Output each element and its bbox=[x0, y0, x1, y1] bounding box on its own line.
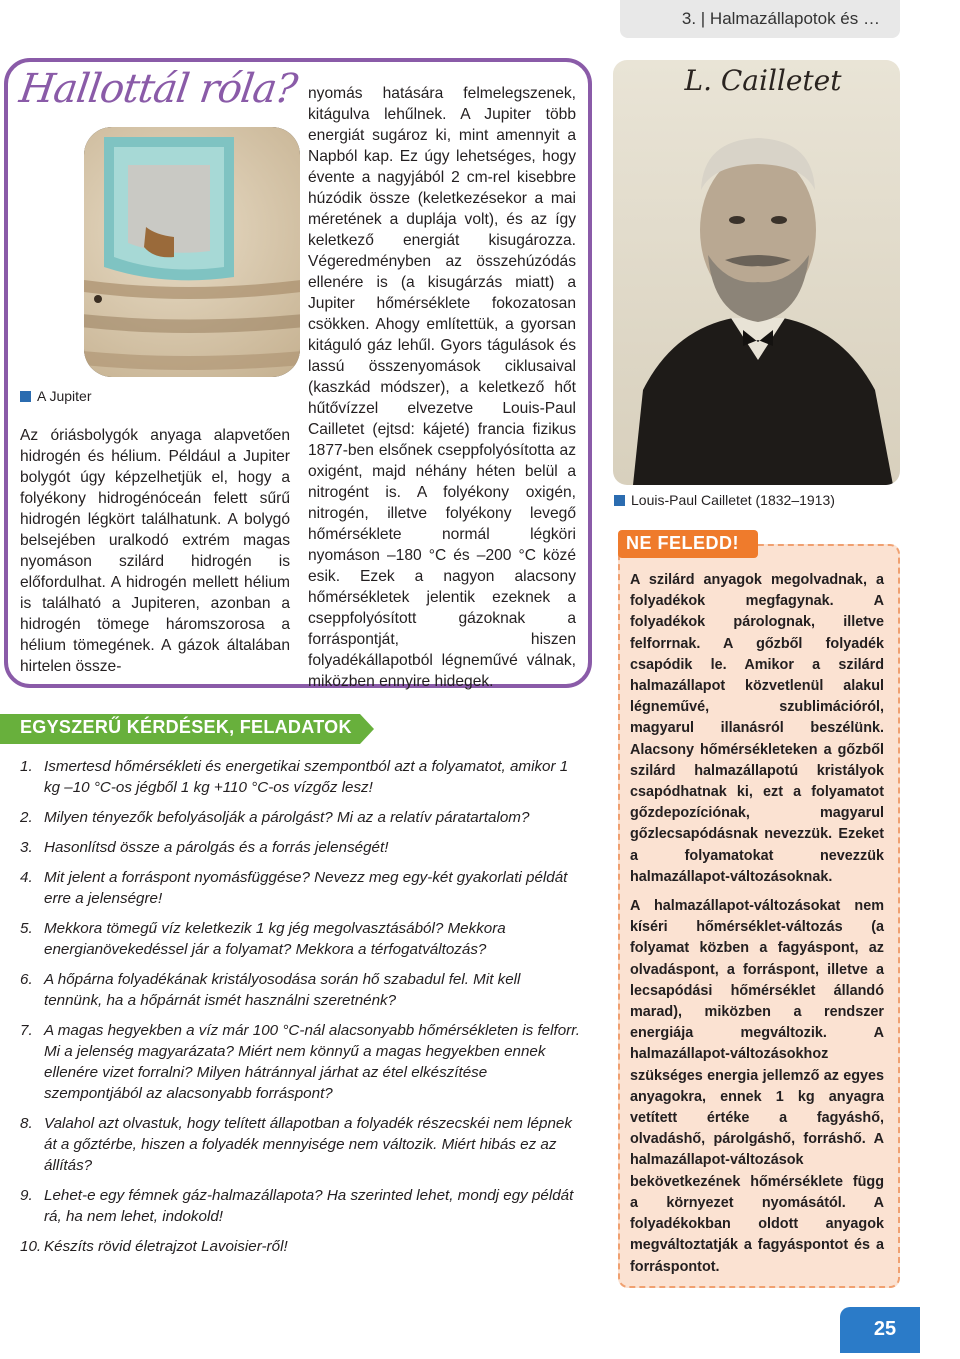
question-number: 1. bbox=[20, 758, 33, 775]
page-number: 25 bbox=[873, 1318, 897, 1340]
paragraph: Az óriásbolygók anyaga alapvetően hidrogén és hélium. Például a Jupiter bolygót úgy képzelhetjük el, hogy a folyékony hidrogénóceán felett sűrű hidrogén légkört találhatunk. A bolygó belsejében uralkodó extrém magas nyomáson szilárd hidrogén is előfordulhat. A hidrogén mellett hélium is található a Jupiteren, azonban a hidrogén tömege háromszorosa a hélium tömegének. A gázok általában hirtelen össze- bbox=[20, 427, 290, 675]
question-item bbox=[20, 1020, 580, 1104]
question-text: Lehet-e egy fémnek gáz-halmazállapota? Ha szerinted lehet, mondj egy példát rá, ha nem lehet, indokold! bbox=[44, 1187, 574, 1225]
question-item bbox=[20, 867, 580, 909]
question-number: 9. bbox=[20, 1187, 33, 1204]
portrait-caption: Louis-Paul Cailletet (1832–1913) bbox=[614, 492, 835, 508]
reminder-title: NE FELEDD! bbox=[626, 533, 739, 553]
question-text: Ismertesd hőmérsékleti és energetikai szempontból azt a folyamatot, amikor 1 kg –10 °C-os jégből 1 kg +110 °C-os vízgőz lesz! bbox=[44, 758, 569, 796]
portrait-image bbox=[613, 60, 900, 485]
question-number: 6. bbox=[20, 971, 33, 988]
text-column-2 bbox=[308, 83, 576, 692]
question-number: 7. bbox=[20, 1022, 33, 1039]
jupiter-image bbox=[84, 127, 300, 377]
question-number: 8. bbox=[20, 1115, 33, 1132]
caption-marker-icon bbox=[614, 495, 625, 506]
question-text: Készíts rövid életrajzot Lavoisier-ről! bbox=[44, 1238, 288, 1255]
question-number: 3. bbox=[20, 839, 33, 856]
chapter-header: 3. | Halmazállapotok és … bbox=[681, 9, 880, 28]
question-text: Valahol azt olvastuk, hogy telített állapotban a folyadék részecskéi nem lépnek át a gőztérbe, hiszen a folyadék mennyisége nem változik. Miért hibás ez az állítás? bbox=[44, 1115, 572, 1174]
questions-list bbox=[20, 756, 580, 1266]
question-text: A hőpárna folyadékának kristályosodása során hő szabadul fel. Mit kell tennünk, ha a hőpárnát ismét használni szeretnénk? bbox=[44, 971, 521, 1009]
question-item bbox=[20, 1236, 580, 1257]
reminder-paragraph: A szilárd anyagok megolvadnak, a folyadékok megfagynak. A folyadékok párolognak, illetve felforrnak. A gőzből folyadék csapódik le. Amikor a szilárd halmazállapot közvetlenül alakul légneművé, szublimációról, magyarul illanásról beszélünk. Alacsony hőmérsékleteken a gőzből szilárd halmazállapotú kristályok csapódhatnak ki, ezt a folyamatot gőzdepozíciónak, magyarul gőzlecsapódásnak nevezzük. Ezeket a folyamatokat nevezzük halmazállapot-változásoknak. bbox=[630, 572, 884, 885]
question-number: 4. bbox=[20, 869, 33, 886]
text-column-1 bbox=[20, 425, 290, 677]
question-text: Mekkora tömegű víz keletkezik 1 kg jég megolvasztásából? Mekkora energianövekedéssel jár a folyamat? Mekkora a térfogatváltozás? bbox=[44, 920, 506, 958]
question-item bbox=[20, 837, 580, 858]
question-item bbox=[20, 969, 580, 1011]
question-text: Milyen tényezők befolyásolják a párolgást? Mi az a relatív páratartalom? bbox=[44, 809, 530, 826]
reminder-text bbox=[630, 570, 884, 1286]
question-text: Hasonlítsd össze a párolgás és a forrás jelenségét! bbox=[44, 839, 389, 856]
question-text: A magas hegyekben a víz már 100 °C-nál alacsonyabb hőmérsékleten is felforr. Mi a jelenség magyarázata? Miért nem könnyű a magas hegyekben ennek ellenére vizet forralni? Milyen hátránnyal járhat az étel elkészítése szempontjából az alacsonyabb forráspont? bbox=[44, 1022, 580, 1102]
paragraph: nyomás hatására felmelegszenek, kitágulva lehűlnek. A Jupiter több energiát sugároz ki, mint amennyit a Napból kap. Ez úgy lehetséges, hogy évente a nagyjából 2 cm-rel kisebbre húzódik össze (keletkezésekor a mai méretének a duplája volt), és az így keletkező energiát kisugározza. Végeredményben az összehúzódás ellenére is (a kisugárzás miatt) a Jupiter hőmérséklete fokozatosan csökken. Ahogy említettük, a gyorsan kitáguló gáz lehűl. Gyors tágulások és lassú összenyomások ciklusaival (kaszkád módszer), a keletkező hőt hűtővízzel elvezetve Louis-Paul Cailletet (ejtsd: kájeté) francia fizikus 1877-ben elsőnek cseppfolyósította az oxigént, majd néhány héten belül a nitrogént is. A folyékony oxigén, nitrogén, illetve folyékony levegő hőmérséklete normál légköri nyomáson –180 °C és –200 °C közé esik. Ezek a nagyon alacsony hőmérsékletek jelentik ezeknek a cseppfolyósított gázoknak a forráspontját, hiszen folyadékállapotból légneművé válnak, miközben ennyire hidegek. bbox=[308, 85, 576, 690]
question-item bbox=[20, 1185, 580, 1227]
question-item bbox=[20, 1113, 580, 1176]
jupiter-caption: A Jupiter bbox=[20, 388, 91, 404]
signature: L. Cailletet bbox=[684, 64, 842, 97]
question-number: 5. bbox=[20, 920, 33, 937]
question-item bbox=[20, 918, 580, 960]
box-title: Hallottál róla? bbox=[16, 66, 300, 112]
questions-header: EGYSZERŰ KÉRDÉSEK, FELADATOK bbox=[20, 717, 352, 737]
question-number: 10. bbox=[20, 1238, 42, 1255]
question-text: Mit jelent a forráspont nyomásfüggése? Nevezz meg egy-két gyakorlati példát erre a jelenségre! bbox=[44, 869, 568, 907]
question-item bbox=[20, 807, 580, 828]
question-item bbox=[20, 756, 580, 798]
caption-marker-icon bbox=[20, 391, 31, 402]
question-number: 2. bbox=[20, 809, 33, 826]
reminder-paragraph: A halmazállapot-változásokat nem kíséri hőmérséklet-változás (a folyamat közben a fagyáspont, az olvadáspont, a forráspont, illetve a lecsapódási hőmérséklet állandó marad), miközben a rendszer energiája megváltozik. A halmazállapot-változásokhoz szükséges energia jellemző az egyes anyagokra, ennek 1 kg anyagra vetített értéke a fagyáshő, olvadáshő, párolgáshő, forráshő. A halmazállapot-változások bekövetkezének hőmérséklete függ a környezet nyomásától. A folyadékokban oldott anyagok megváltoztatják a fagyáspontot és a forráspontot. bbox=[630, 898, 884, 1275]
